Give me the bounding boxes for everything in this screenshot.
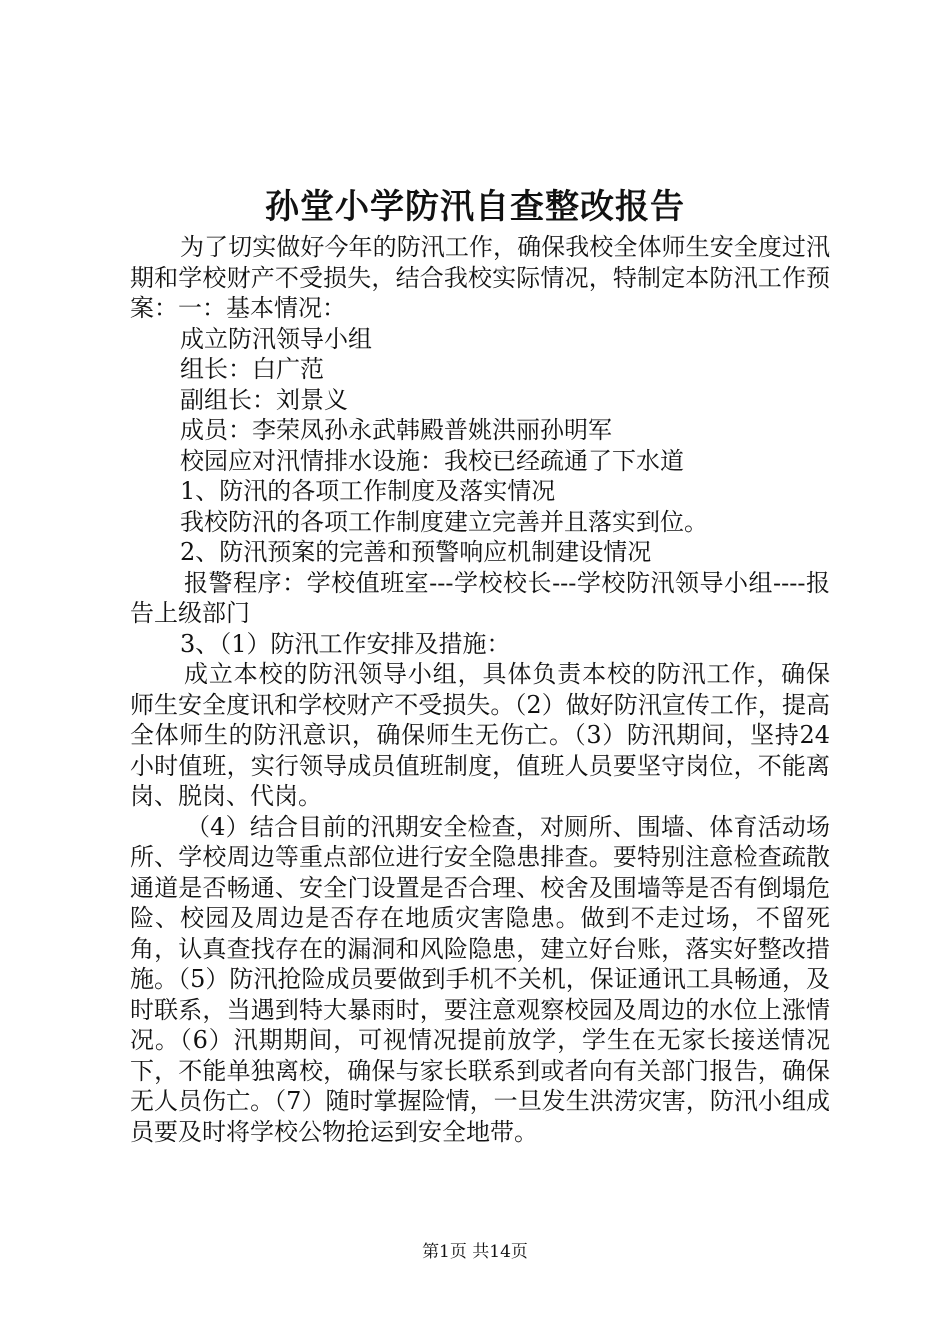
paragraph-members: 成员：李荣凤孙永武韩殿普姚洪丽孙明军 <box>180 416 612 444</box>
paragraph-section-1: 1、防汛的各项工作制度及落实情况 <box>180 477 556 505</box>
document-body <box>130 232 830 1147</box>
paragraph-deputy-leader: 副组长：刘景义 <box>180 385 348 414</box>
paragraph-measures-2: （4）结合目前的汛期安全检查，对厕所、围墙、体育活动场所、学校周边等重点部位进行安全隐患排查。要特别注意检查疏散通道是否畅通、安全门设置是否合理、校舍及围墙等是否有倒塌危险、校园及周边是否存在地质灾害隐患。做到不走过场，不留死角，认真查找存在的漏洞和风险隐患，建立好台账，落实好整改措施。（5）防汛抢险成员要做到手机不关机，保证通讯工具畅通，及时联系，当遇到特大暴雨时，要注意观察校园及周边的水位上涨情况。（6）汛期期间，可视情况提前放学，学生在无家长接送情况下，不能单独离校，确保与家长联系到或者向有关部门报告，确保无人员伤亡。（7）随时掌握险情，一旦发生洪涝灾害，防汛小组成员要及时将学校公物抢运到安全地带。 <box>130 812 830 1146</box>
paragraph-leader: 组长：白广范 <box>180 355 324 383</box>
paragraph-intro: 为了切实做好今年的防汛工作，确保我校全体师生安全度过汛期和学校财产不受损失，结合我校实际情况，特制定本防汛工作预案：一：基本情况： <box>130 233 830 322</box>
paragraph-section-1-body: 我校防汛的各项工作制度建立完善并且落实到位。 <box>180 507 708 536</box>
paragraph-drainage: 校园应对汛情排水设施：我校已经疏通了下水道 <box>180 446 684 475</box>
paragraph-measures-1: 成立本校的防汛领导小组，具体负责本校的防汛工作，确保师生安全度讯和学校财产不受损失。（2）做好防汛宣传工作，提高全体师生的防汛意识，确保师生无伤亡。（3）防汛期间，坚持24小时值班，实行领导成员值班制度，值班人员要坚守岗位，不能离岗、脱岗、代岗。 <box>130 660 830 810</box>
paragraph-section-2: 2、防汛预案的完善和预警响应机制建设情况 <box>180 538 652 566</box>
paragraph-leadership-group: 成立防汛领导小组 <box>180 324 372 353</box>
document-title: 孙堂小学防汛自查整改报告 <box>265 187 685 227</box>
paragraph-alarm-procedure: 报警程序：学校值班室---学校校长---学校防汛领导小组----报告上级部门 <box>130 568 830 627</box>
page-footer: 第1页 共14页 <box>422 1242 528 1262</box>
paragraph-section-3: 3、（1）防汛工作安排及措施： <box>180 629 511 658</box>
